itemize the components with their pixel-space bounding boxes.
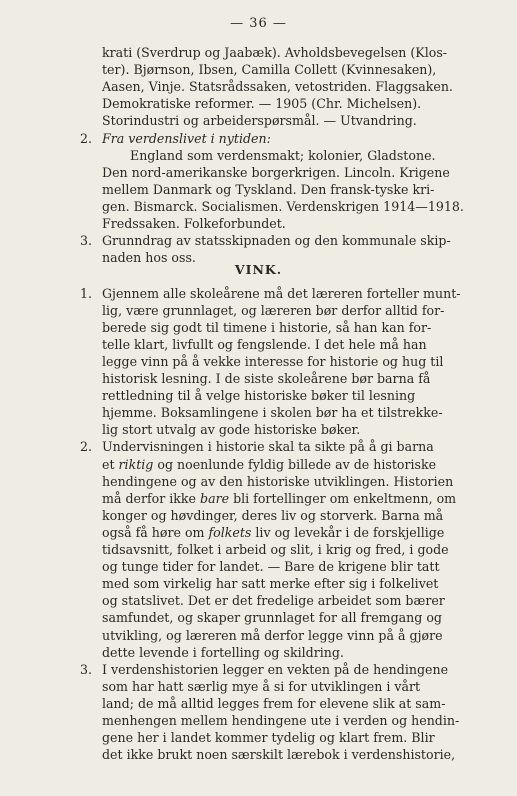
text-line: det ikke brukt noen særskilt lærebok i verdenshistorie, xyxy=(102,747,456,763)
text-line: som har hatt særlig mye å si for utviklingen i vårt xyxy=(102,678,421,694)
text-line: Aasen, Vinje. Statsrådssaken, vetostriden. Flaggsaken. xyxy=(102,79,453,95)
text-line: tidsavsnitt, folket i arbeid og slit, i krig og fred, i gode xyxy=(102,542,449,557)
text-line: dette levende i fortelling og skildring. xyxy=(102,644,344,660)
page-number: — 36 — xyxy=(230,16,287,31)
text-line: hjemme. Boksamlingene i skolen bør ha et tilstrekke- xyxy=(102,405,443,421)
text-line: ter). Bjørnson, Ibsen, Camilla Collett (Kvinnesaken), xyxy=(102,62,437,78)
list-number: 3. xyxy=(80,233,93,249)
text-line: naden hos oss. xyxy=(102,250,196,266)
text-line: lig, være grunnlaget, og læreren bør derfor alltid for- xyxy=(102,302,445,318)
text-line: hendingene og av den historiske utviklingen. Historien xyxy=(102,473,454,489)
text-line: telle klart, livfullt og fengslende. I det hele må han xyxy=(102,336,427,352)
text-line: rettledning til å velge historiske bøker til lesning xyxy=(102,388,416,404)
text-line: I verdenshistorien legger en vekten på de hendingene xyxy=(102,661,449,677)
text-line: Demokratiske reformer. — 1905 (Chr. Michelsen). xyxy=(102,96,422,112)
emphasis: riktig xyxy=(118,456,154,472)
text-line: og statslivet. Det er det fredelige arbeidet som bærer xyxy=(102,593,445,609)
text-line: historisk lesning. I de siste skoleårene bør barna få xyxy=(102,371,431,386)
text-line: utvikling, og læreren må derfor legge vinn på å gjøre xyxy=(102,627,443,643)
text-line: England som verdensmakt; kolonier, Gladstone. xyxy=(130,147,436,163)
text-line: samfundet, og skaper grunnlaget for all fremgang og xyxy=(102,610,442,626)
text-line: Grunndrag av statsskipnaden og den kommunale skip- xyxy=(102,233,451,249)
text-line: Undervisningen i historie skal ta sikte på å gi barna xyxy=(102,439,434,455)
text-line: land; de må alltid legges frem for elevene slik at sam- xyxy=(102,695,446,711)
list-number: 2. xyxy=(80,130,93,146)
text-line: lig stort utvalg av gode historiske bøker. xyxy=(102,422,361,438)
text-line: med som virkelig har satt merke efter sig i folkelivet xyxy=(102,576,439,592)
text-line: og tunge tider for landet. — Bare de krigene blir tatt xyxy=(102,559,440,575)
text-line: gen. Bismarck. Socialismen. Verdenskrigen 1914—1918. xyxy=(102,198,464,214)
text-line: Storindustri og arbeiderspørsmål. — Utvandring. xyxy=(102,113,417,129)
text-line: mellem Danmark og Tyskland. Den fransk-tyske kri- xyxy=(102,181,435,197)
list-number: 2. xyxy=(80,439,93,455)
text-line: Den nord-amerikanske borgerkrigen. Lincoln. Krigene xyxy=(102,164,450,180)
text-line: menhengen mellem hendingene ute i verden og hendin- xyxy=(102,713,460,728)
section-heading: VINK. xyxy=(234,262,283,277)
text-line: berede sig godt til timene i historie, så han kan for- xyxy=(102,319,432,335)
text-line: et riktig og noenlunde fyldig billede av de historiske xyxy=(102,456,437,472)
text-line: må derfor ikke bare bli fortellinger om enkeltmenn, om xyxy=(102,490,457,506)
emphasis: folkets xyxy=(208,524,252,540)
italic-heading: Fra verdenslivet i nytiden: xyxy=(102,130,271,146)
emphasis: bare xyxy=(200,490,230,506)
text-line: Fredssaken. Folkeforbundet. xyxy=(102,216,286,231)
text-line: gene her i landet kommer tydelig og klart frem. Blir xyxy=(102,730,435,746)
text-line: Gjennem alle skoleårene må det læreren forteller munt- xyxy=(102,285,461,301)
list-number: 3. xyxy=(80,661,93,677)
list-number: 1. xyxy=(80,285,93,301)
text-line: også få høre om folkets liv og levekår i de forskjellige xyxy=(102,524,445,540)
text-line: konger og høvdinger, deres liv og storverk. Barna må xyxy=(102,507,444,523)
text-line: legge vinn på å vekke interesse for historie og hug til xyxy=(102,353,444,369)
text-line: krati (Sverdrup og Jaabæk). Avholdsbevegelsen (Klos- xyxy=(102,45,448,60)
